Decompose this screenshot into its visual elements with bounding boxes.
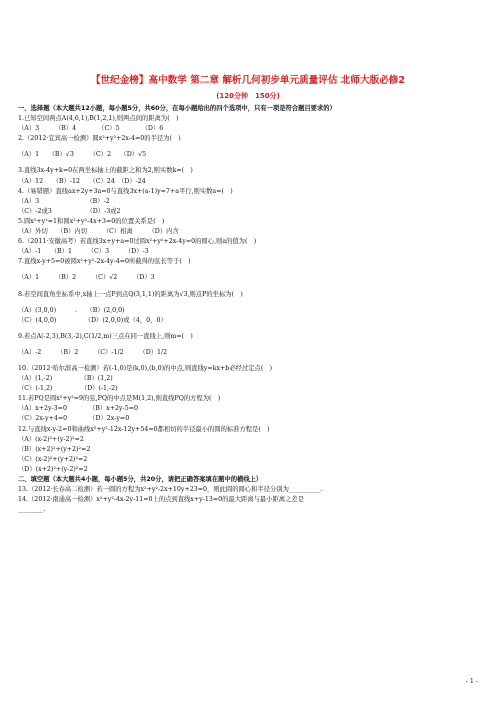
option-12b: （B）(x+2)²+(y+2)²=2 <box>18 445 91 453</box>
options-1: （A）3 （B）4 （C）5 （D）6 <box>18 125 164 133</box>
question-7: 7.直线x-y+5=0被圆x²+y²-2x-4y-4=0所截得的弦长等于( ) <box>18 258 191 266</box>
question-14-blank: ________. <box>18 506 46 514</box>
document-title: 【世纪金榜】高中数学 第二章 解析几何初步单元质量评估 北师大版必修2 <box>90 75 406 86</box>
question-10: 10.（2012·哈尔滨高一检测）若(-1,0)是(k,0),(b,0)的中点,则直线y=kx+b必经过定点( ) <box>18 364 273 372</box>
page-number: - 1 - <box>465 678 478 685</box>
question-6: 6.（2011·安徽高考）若直线3x+y+a=0过圆x²+y²+2x-4y=0的圆心,则a的值为( ) <box>18 238 257 246</box>
question-14: 14.（2012·南通高一检测）x²+y²-4x-2y-11=0上的点到直线x+y-13=0的最大距离与最小距离之差是 <box>18 496 304 504</box>
options-11b: （C）2x-y+4=0 （D）2x-y=0 <box>18 415 130 423</box>
option-12d: （D）(x+2)²+(y-2)²=2 <box>18 465 88 473</box>
options-9: （A）-2 （B）2 （C）-1/2 （D）1/2 <box>18 348 168 356</box>
options-8b: （C）(4,0,0) （D）(2,0,0)或（4，0，0） <box>18 316 167 324</box>
options-7: （A）1 （B）2 （C）√2 （D）3 <box>18 274 155 282</box>
options-4a: （A）3 （B）-2 <box>18 197 110 205</box>
options-2: （A）1 （B）√3 （C）2 （D）√5 <box>18 151 147 159</box>
question-13: 13.（2012·长春高二检测）若一圆的方程为x²+y²-2x+10y+23=0，则此圆的圆心和半径分别为__________. <box>18 486 323 494</box>
question-1: 1.已知空间两点A(4,6,1),B(1,2,1),则两点间的距离为( ) <box>18 115 179 123</box>
options-5: （A）外切 （B）内切 （C）相离 （D）内含 <box>18 228 179 236</box>
question-3: 3.直线3x-4y+k=0在两坐标轴上的截距之和为2,则实数k=( ) <box>18 167 193 175</box>
question-8: 8.若空间直角坐标系中,x轴上一点P到点Q(3,1,1)的距离为√3,则点P的坐标为( ) <box>18 290 243 298</box>
options-11a: （A）x+2y-3=0 （B）x+2y-5=0 <box>18 405 139 413</box>
option-12a: （A）(x-2)²+(y-2)²=2 <box>18 435 84 443</box>
document-subtitle: (120分钟 150分) <box>216 92 280 100</box>
question-5: 5.圆x²+y²=1和圆x²+y²-4x+3=0的位置关系是( ) <box>18 217 165 225</box>
question-12: 12.与直线x-y-2=0和曲线x²+y²-12x-12y+54=0都相切的半径最小的圆的标准方程是( ) <box>18 425 270 433</box>
options-3: （A）12 （B）-12 （C）24 （D）-24 <box>18 177 146 185</box>
options-10b: （C）(-1,2) （D）(-1,-2) <box>18 385 118 393</box>
section-heading-choice: 一、选择题（本大题共12小题，每小题5分，共60分，在每小题给出的四个选项中，只有一项是符合题目要求的） <box>18 105 336 112</box>
question-9: 9.若点A(-2,3),B(3,-2),C(1/2,m)三点在同一直线上,则m=( ) <box>18 332 193 340</box>
question-11: 11.若PQ是圆x²+y²=9的弦,PQ的中点是M(1,2),则直线PQ的方程为( ) <box>18 395 221 403</box>
question-2: 2.（2012·宜宾高一检测）圆x²+y²+2x-4=0的半径为( ) <box>18 135 181 143</box>
question-4: 4.（易错题）直线ax+2y+3a=0与直线3x+(a-1)y=7+a平行,则实数a=( ) <box>18 187 233 195</box>
options-10a: （A）(1,-2) （B）(1,2) <box>18 375 113 383</box>
option-12c: （C）(x-2)²+(y+2)²=2 <box>18 455 88 463</box>
options-6: （A）-1 （B）1 （C）3 （D）-3 <box>18 248 149 256</box>
document-body <box>18 104 482 515</box>
options-8a: （A）(3,0,0) . （B）(2,0,0) <box>18 306 125 314</box>
section-heading-fill: 二、填空题（本大题共4小题，每小题5分，共20分，请把正确答案填在题中的横线上） <box>18 476 263 483</box>
options-4b: （C）-2或3 （D）-3或2 <box>18 207 121 215</box>
